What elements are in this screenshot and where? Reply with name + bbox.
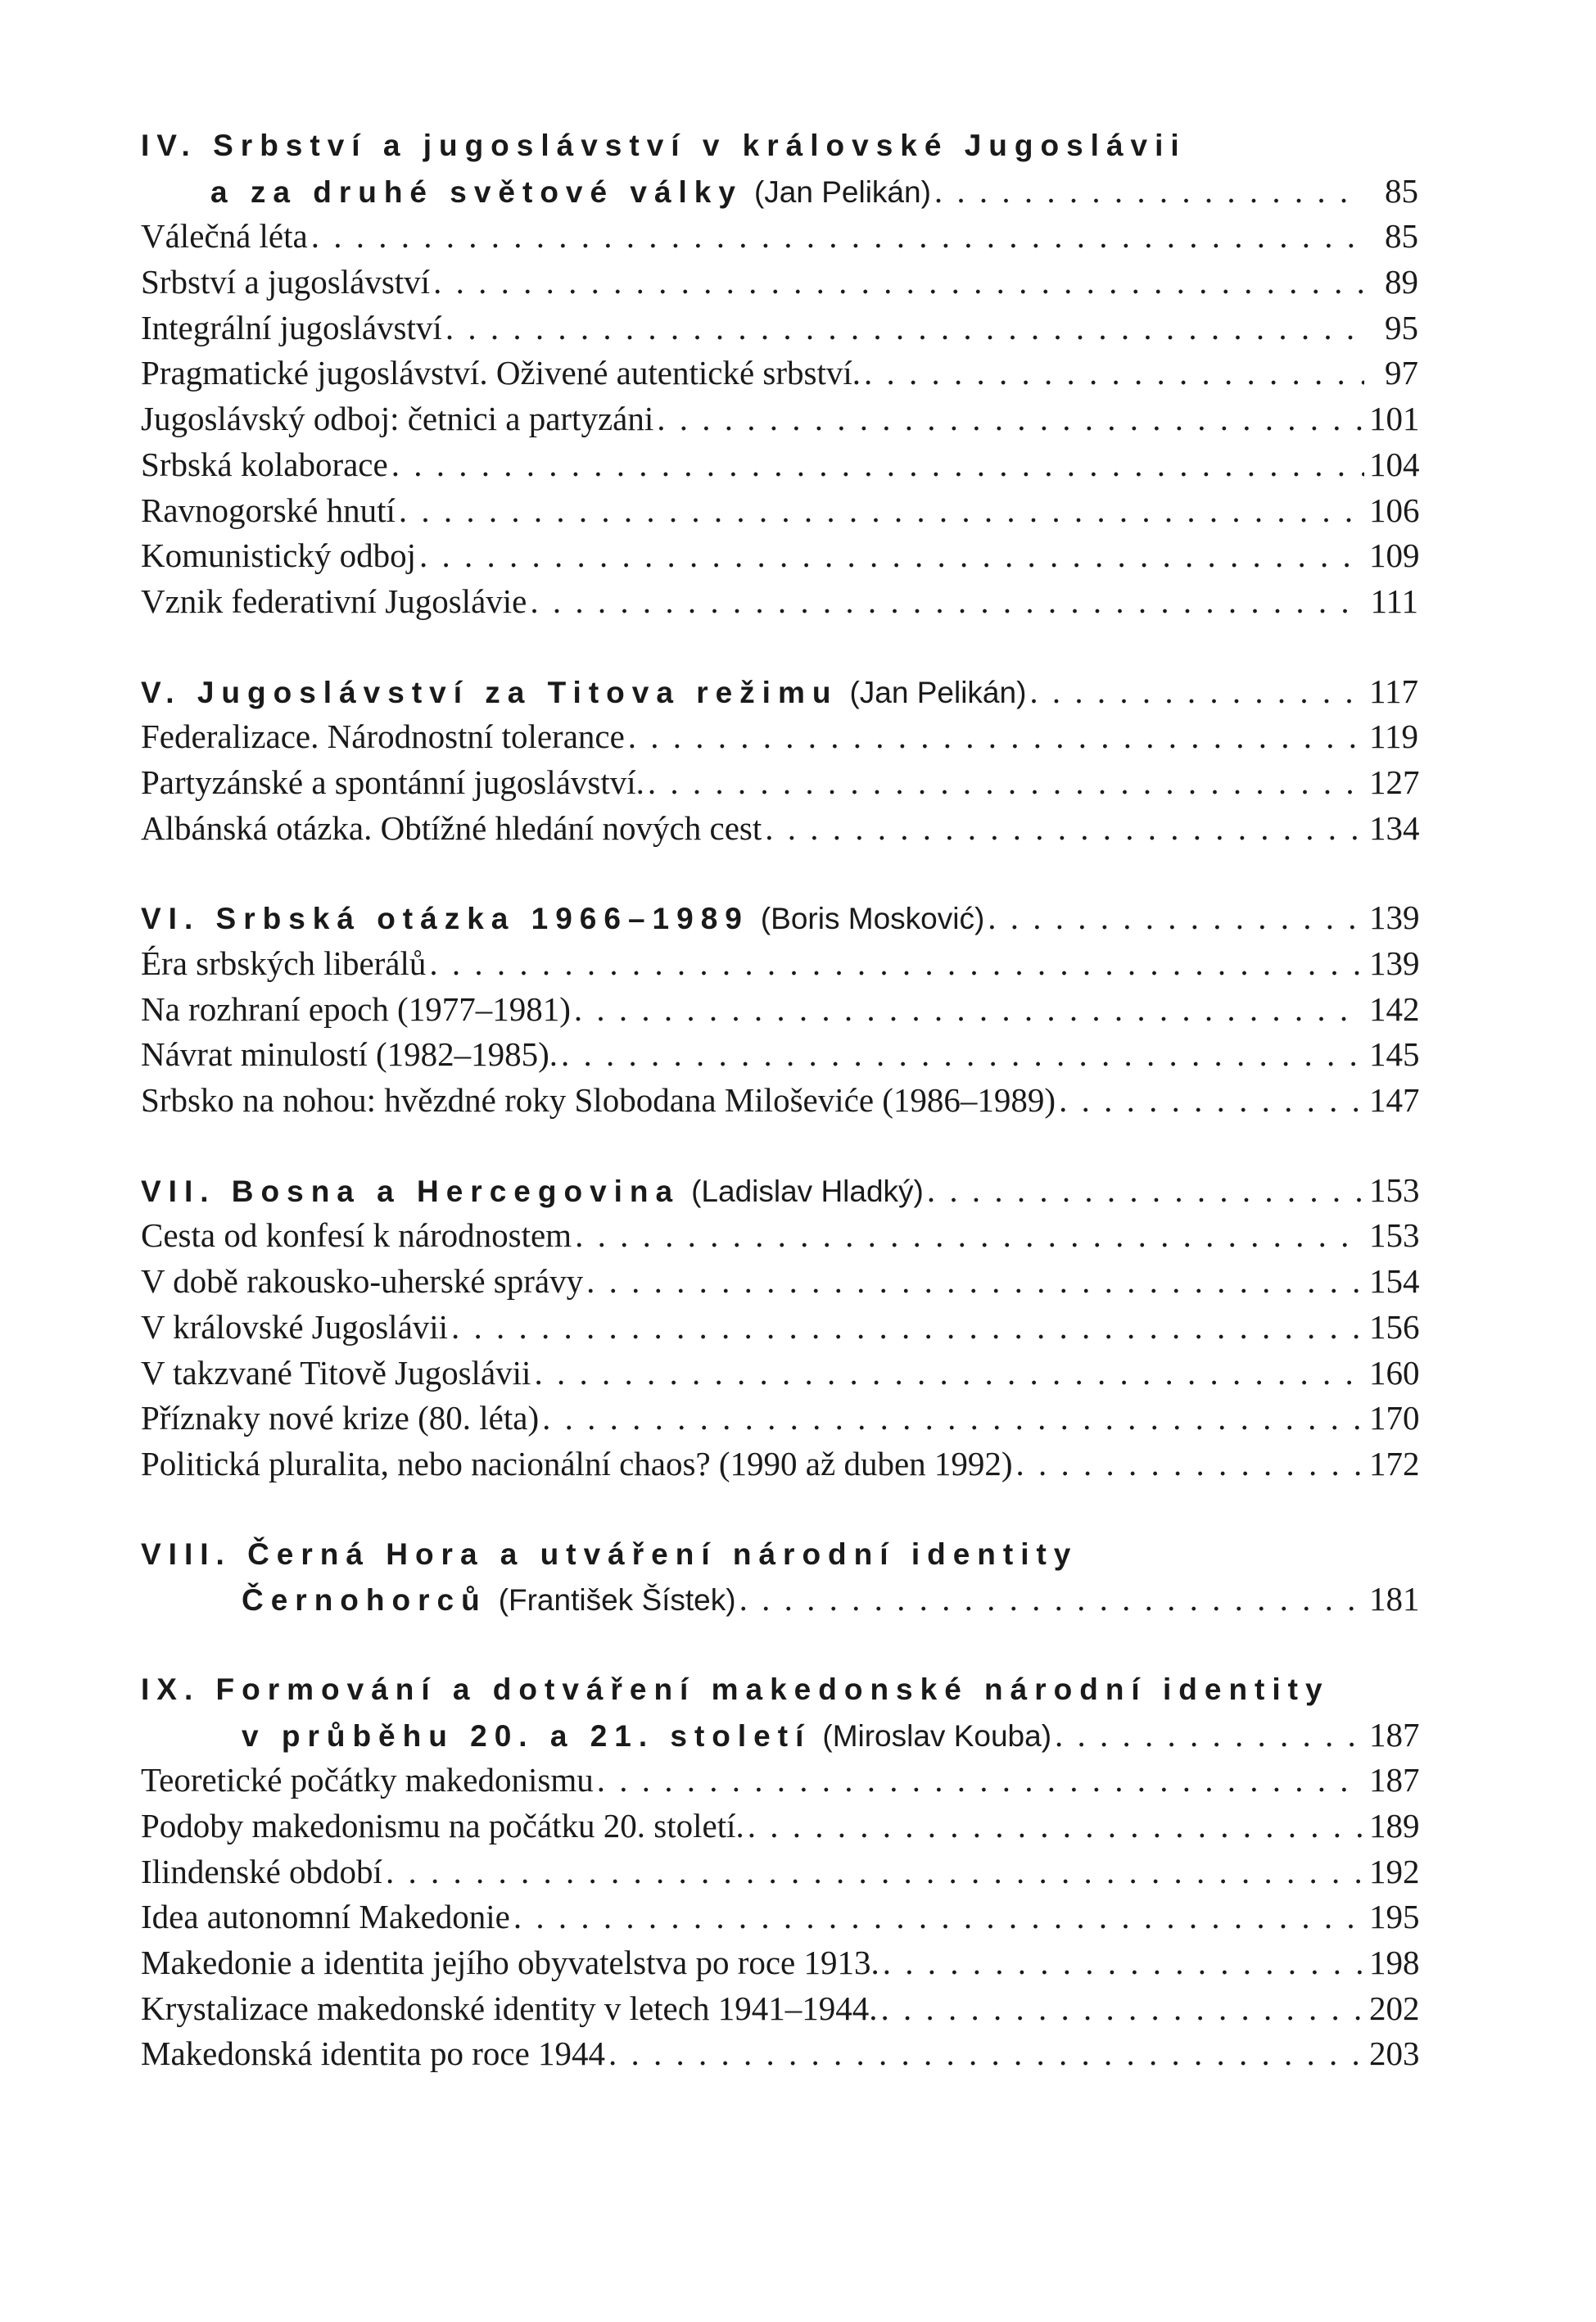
chapter-section [141, 123, 1418, 625]
entry-page-number: 198 [1369, 1944, 1420, 1982]
chapter-page-number: 85 [1385, 171, 1418, 210]
entry-title: Na rozhraní epoch (1977–1981) [141, 989, 571, 1028]
toc-entry [141, 1804, 1418, 1849]
chapter-author: (Jan Pelikán) [849, 675, 1027, 709]
toc-entry [141, 442, 1418, 488]
chapter-section [141, 1168, 1418, 1487]
leader-dots [1055, 1713, 1364, 1758]
leader-dots [648, 760, 1364, 806]
chapter-author: (Jan Pelikán) [753, 174, 931, 209]
leader-dots [657, 396, 1364, 442]
leader-dots [628, 714, 1364, 760]
leader-dots [433, 260, 1364, 306]
leader-dots [311, 214, 1364, 260]
chapter-heading-line [141, 1713, 1418, 1758]
chapter-title: V. Jugoslávství za Titova režimu [141, 675, 839, 709]
chapter-title: v průběhu 20. a 21. století [242, 1718, 812, 1753]
leader-dots [883, 1940, 1364, 1986]
leader-dots [1029, 669, 1364, 715]
leader-dots [1016, 1442, 1364, 1487]
entry-title: Éra srbských liberálů [141, 944, 427, 982]
entry-page-number: 160 [1369, 1353, 1420, 1392]
toc-entry [141, 1305, 1418, 1351]
entry-page-number: 156 [1369, 1307, 1420, 1346]
toc-entry [141, 1259, 1418, 1305]
toc-entry [141, 1986, 1418, 2032]
entry-page-number: 195 [1369, 1898, 1420, 1936]
toc-entry [141, 579, 1418, 625]
leader-dots [934, 169, 1364, 215]
chapter-page-number: 181 [1369, 1580, 1420, 1618]
toc-entry [141, 306, 1418, 351]
entry-page-number: 89 [1385, 263, 1418, 301]
toc-entry [141, 1849, 1418, 1895]
entry-page-number: 142 [1369, 989, 1420, 1028]
entry-title: Srbství a jugoslávství [141, 263, 431, 301]
chapter-title: IX. Formování a dotváření makedonské národní identity [141, 1672, 1330, 1706]
entry-title: Pragmatické jugoslávství. Oživené autentické srbství. [141, 354, 861, 392]
entry-title: Federalizace. Národnostní tolerance [141, 717, 625, 756]
leader-dots [419, 533, 1364, 579]
leader-dots [1059, 1078, 1364, 1124]
leader-dots [748, 1804, 1364, 1849]
entry-page-number: 153 [1369, 1216, 1420, 1255]
leader-dots [739, 1577, 1364, 1623]
entry-page-number: 139 [1369, 944, 1420, 982]
entry-page-number: 202 [1369, 1989, 1420, 2027]
entry-title: Srbsko na nohou: hvězdné roky Slobodana Miloševiće (1986–1989) [141, 1081, 1056, 1120]
entry-title: Makedonská identita po roce 1944 [141, 2035, 606, 2073]
toc-entry [141, 488, 1418, 534]
chapter-author: (Ladislav Hladký) [691, 1174, 924, 1208]
entry-title: Ilindenské období [141, 1852, 382, 1890]
chapter-heading-line [141, 1577, 1418, 1623]
entry-page-number: 119 [1369, 717, 1418, 756]
entry-title: Komunistický odboj [141, 536, 416, 575]
leader-dots [575, 1213, 1364, 1259]
leader-dots [597, 1758, 1364, 1804]
toc-entry [141, 941, 1418, 987]
leader-dots [445, 306, 1364, 351]
toc-entry [141, 1442, 1418, 1487]
toc-entry [141, 351, 1418, 396]
leader-dots [574, 987, 1364, 1033]
toc-entry [141, 1078, 1418, 1124]
leader-dots [927, 1168, 1364, 1214]
leader-dots [988, 895, 1364, 941]
entry-title: Partyzánské a spontánní jugoslávství. [141, 763, 644, 801]
entry-title: V královské Jugoslávii [141, 1307, 449, 1346]
entry-title: Ravnogorské hnutí [141, 491, 396, 529]
leader-dots [586, 1259, 1364, 1305]
entry-title: Teoretické počátky makedonismu [141, 1761, 594, 1799]
chapter-heading-line [141, 1667, 1418, 1713]
entry-page-number: 85 [1385, 217, 1418, 256]
leader-dots [608, 2031, 1364, 2077]
toc-entry [141, 214, 1418, 260]
toc-entry [141, 2031, 1418, 2077]
toc-entry [141, 260, 1418, 306]
chapter-title: IV. Srbství a jugoslávství v královské Jugoslávii [141, 129, 1187, 162]
entry-page-number: 145 [1369, 1035, 1420, 1074]
entry-page-number: 170 [1369, 1399, 1420, 1437]
toc-entry [141, 1351, 1418, 1396]
entry-page-number: 189 [1369, 1807, 1420, 1844]
entry-page-number: 203 [1369, 2035, 1420, 2073]
chapter-author: (Miroslav Kouba) [822, 1718, 1052, 1753]
leader-dots [542, 1396, 1364, 1442]
entry-title: Cesta od konfesí k národnostem [141, 1216, 572, 1255]
entry-page-number: 172 [1369, 1444, 1420, 1482]
entry-page-number: 147 [1369, 1081, 1420, 1120]
chapter-title: Černohorců [242, 1583, 487, 1618]
table-of-contents [141, 123, 1418, 2121]
leader-dots [399, 488, 1364, 534]
chapter-title: VI. Srbská otázka 1966–1989 [141, 902, 749, 936]
chapter-heading-line [141, 895, 1418, 941]
entry-title: Podoby makedonismu na počátku 20. století. [141, 1807, 744, 1844]
entry-title: Albánská otázka. Obtížné hledání nových cest [141, 808, 762, 847]
entry-title: Integrální jugoslávství [141, 308, 442, 346]
entry-title: Idea autonomní Makedonie [141, 1898, 510, 1936]
toc-entry [141, 1032, 1418, 1078]
chapter-heading-line [141, 669, 1418, 715]
leader-dots [386, 1849, 1364, 1895]
entry-page-number: 104 [1369, 445, 1420, 483]
entry-page-number: 95 [1385, 308, 1418, 346]
chapter-heading-line [141, 1168, 1418, 1214]
leader-dots [451, 1305, 1364, 1351]
leader-dots [530, 579, 1364, 625]
entry-page-number: 187 [1369, 1761, 1420, 1799]
toc-entry [141, 987, 1418, 1033]
leader-dots [391, 442, 1364, 488]
chapter-title: VII. Bosna a Hercegovina [141, 1174, 680, 1208]
entry-title: Srbská kolaborace [141, 445, 388, 483]
leader-dots [534, 1351, 1364, 1396]
entry-title: Válečná léta [141, 217, 308, 256]
chapter-section [141, 1532, 1418, 1623]
entry-page-number: 127 [1369, 763, 1420, 801]
entry-title: Vznik federativní Jugoslávie [141, 582, 527, 620]
chapter-page-number: 153 [1369, 1170, 1420, 1209]
leader-dots [880, 1986, 1364, 2032]
leader-dots [864, 351, 1364, 396]
toc-entry [141, 1940, 1418, 1986]
entry-title: Příznaky nové krize (80. léta) [141, 1399, 540, 1437]
leader-dots [429, 941, 1364, 987]
chapter-page-number: 117 [1369, 672, 1418, 710]
entry-page-number: 111 [1370, 582, 1418, 620]
entry-page-number: 106 [1369, 491, 1420, 529]
chapter-page-number: 139 [1369, 898, 1420, 937]
entry-title: Jugoslávský odboj: četnici a partyzáni [141, 400, 654, 438]
toc-entry [141, 760, 1418, 806]
chapter-title: VIII. Černá Hora a utváření národní identity [141, 1537, 1078, 1571]
leader-dots [561, 1032, 1364, 1078]
chapter-heading-line [141, 123, 1418, 169]
chapter-author: (František Šístek) [498, 1583, 736, 1618]
chapter-author: (Boris Mosković) [760, 902, 985, 936]
entry-title: V takzvané Titově Jugoslávii [141, 1353, 531, 1392]
chapter-page-number: 187 [1369, 1715, 1420, 1754]
entry-page-number: 97 [1385, 354, 1418, 392]
entry-page-number: 192 [1369, 1852, 1420, 1890]
chapter-section [141, 669, 1418, 852]
toc-entry [141, 714, 1418, 760]
toc-entry [141, 1758, 1418, 1804]
toc-entry [141, 1894, 1418, 1940]
entry-title: Politická pluralita, nebo nacionální chaos? (1990 až duben 1992) [141, 1444, 1013, 1482]
toc-entry [141, 806, 1418, 852]
chapter-section [141, 1667, 1418, 2077]
chapter-heading-line [141, 169, 1418, 215]
entry-page-number: 101 [1369, 400, 1420, 438]
leader-dots [765, 806, 1364, 852]
entry-page-number: 134 [1369, 808, 1420, 847]
toc-entry [141, 533, 1418, 579]
toc-entry [141, 1396, 1418, 1442]
entry-title: V době rakousko-uherské správy [141, 1262, 584, 1301]
entry-title: Makedonie a identita jejího obyvatelstva po roce 1913. [141, 1944, 879, 1982]
toc-entry [141, 396, 1418, 442]
leader-dots [513, 1894, 1364, 1940]
entry-page-number: 109 [1369, 536, 1420, 575]
toc-entry [141, 1213, 1418, 1259]
chapter-heading-line [141, 1532, 1418, 1577]
entry-title: Krystalizace makedonské identity v letech 1941–1944. [141, 1989, 878, 2027]
entry-title: Návrat minulostí (1982–1985). [141, 1035, 558, 1074]
chapter-title: a za druhé světové války [210, 174, 743, 209]
chapter-section [141, 895, 1418, 1123]
entry-page-number: 154 [1369, 1262, 1420, 1301]
